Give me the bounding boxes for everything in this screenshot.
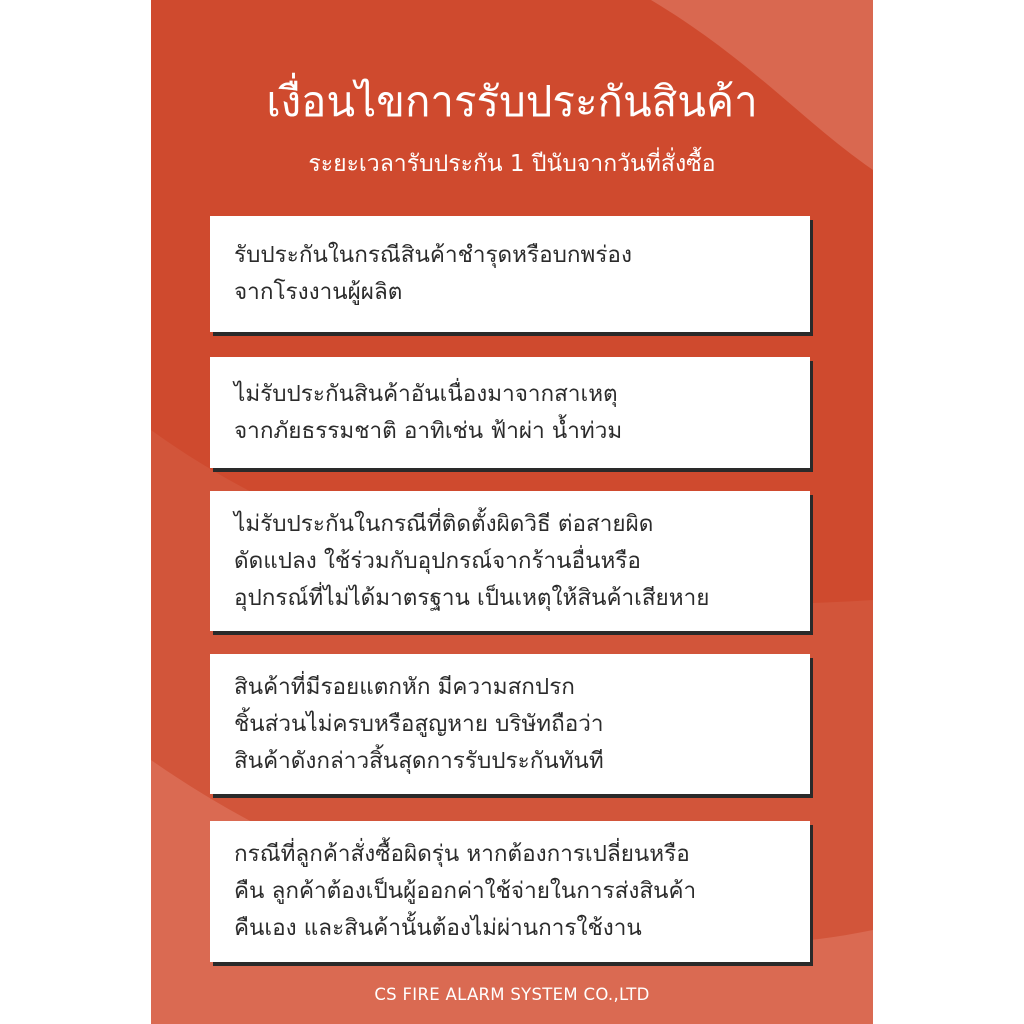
page-title: เงื่อนไขการรับประกันสินค้า <box>266 77 758 126</box>
condition-2-line-2: จากภัยธรรมชาติ อาทิเช่น ฟ้าผ่า น้ำท่วม <box>234 417 623 444</box>
condition-4-line-1: สินค้าที่มีรอยแตกหัก มีความสกปรก <box>234 673 575 700</box>
condition-4-line-2: ชิ้นส่วนไม่ครบหรือสูญหาย บริษัทถือว่า <box>234 710 604 737</box>
condition-card-2 <box>210 357 810 468</box>
warranty-poster <box>151 0 873 1024</box>
condition-4-line-3: สินค้าดังกล่าวสิ้นสุดการรับประกันทันที <box>234 747 604 774</box>
condition-1-line-1: รับประกันในกรณีสินค้าชำรุดหรือบกพร่อง <box>234 242 632 268</box>
condition-card-4 <box>210 654 810 794</box>
condition-card-1 <box>210 216 810 332</box>
warranty-period-subtitle: ระยะเวลารับประกัน 1 ปีนับจากวันที่สั่งซื้อ <box>308 151 716 177</box>
condition-5-line-3: คืนเอง และสินค้านั้นต้องไม่ผ่านการใช้งาน <box>234 915 642 941</box>
condition-3-line-3: อุปกรณ์ที่ไม่ได้มาตรฐาน เป็นเหตุให้สินค้าเสียหาย <box>234 584 710 611</box>
condition-card-5 <box>210 821 810 962</box>
condition-card-3 <box>210 491 810 631</box>
condition-3-line-2: ดัดแปลง ใช้ร่วมกับอุปกรณ์จากร้านอื่นหรือ <box>234 547 641 574</box>
condition-3-line-1: ไม่รับประกันในกรณีที่ติดตั้งผิดวิธี ต่อสายผิด <box>234 510 654 537</box>
condition-1-line-2: จากโรงงานผู้ผลิต <box>234 279 403 305</box>
condition-5-line-2: คืน ลูกค้าต้องเป็นผู้ออกค่าใช้จ่ายในการส่งสินค้า <box>234 878 697 904</box>
condition-5-line-1: กรณีที่ลูกค้าสั่งซื้อผิดรุ่น หากต้องการเปลี่ยนหรือ <box>234 841 690 867</box>
condition-2-line-1: ไม่รับประกันสินค้าอันเนื่องมาจากสาเหตุ <box>234 380 618 407</box>
company-name-footer: CS FIRE ALARM SYSTEM CO.,LTD <box>374 985 650 1004</box>
